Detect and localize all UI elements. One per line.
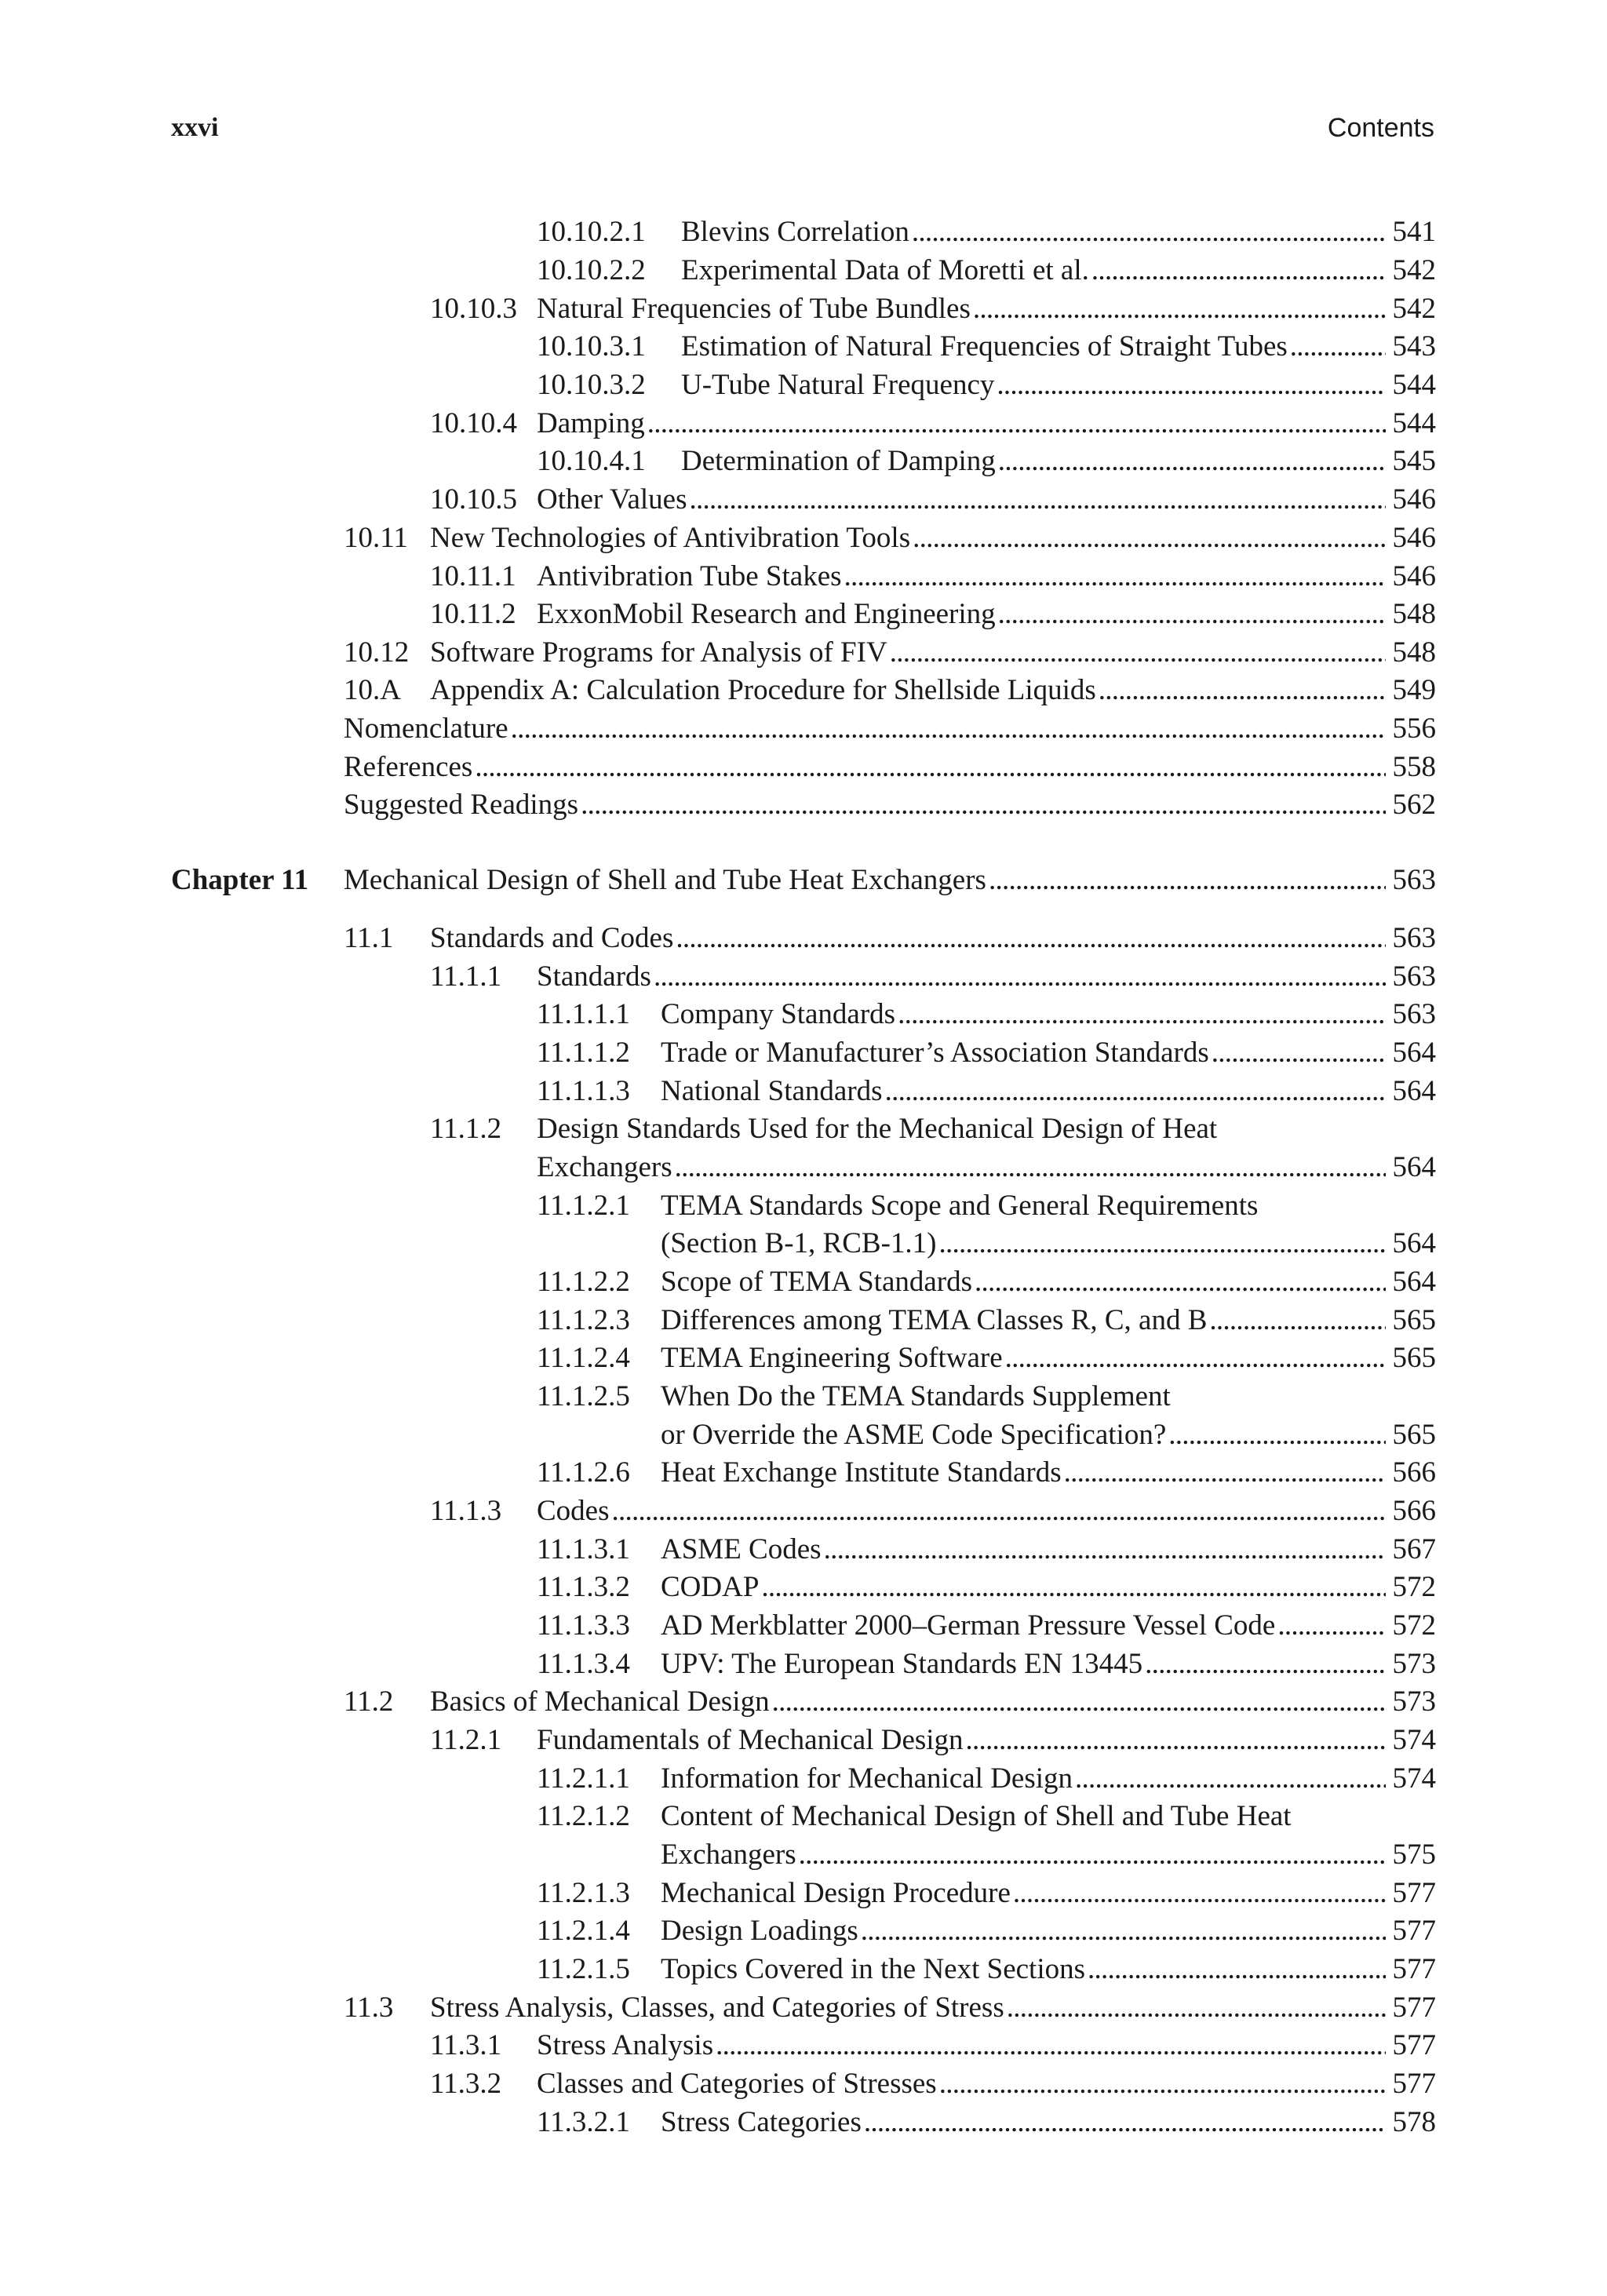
dot-leader [1064,1454,1386,1492]
toc-entry-number: 11.1.2.6 [537,1456,630,1489]
toc-entry-title: Topics Covered in the Next Sections [661,1953,1085,1985]
toc-entry [661,1836,1436,1874]
toc-entry-number: 11.3.2 [430,2068,502,2100]
dot-leader [1005,1339,1386,1377]
dot-leader [1212,1034,1386,1072]
toc-entry-number: 10.10.5 [430,483,517,516]
toc-entry-page: 542 [1392,293,1436,325]
dot-leader [989,862,1386,899]
toc-entry-page: 564 [1392,1075,1436,1107]
toc-entry-title-line [661,1836,1386,1874]
toc-entry-title-line [537,2065,1386,2103]
dot-leader [1099,672,1386,709]
toc-entry-title-line [681,213,1386,251]
toc-entry-page: 577 [1392,2068,1436,2100]
toc-entry-page: 578 [1392,2106,1436,2138]
toc-entry [344,749,1436,786]
toc-entry [537,1951,1436,1988]
dot-leader [939,2065,1386,2103]
toc-entry-title: Experimental Data of Moretti et al. [681,254,1089,286]
dot-leader [689,481,1386,519]
toc-entry-title-line [430,920,1386,957]
toc-entry-number: 11.2.1.4 [537,1915,630,1947]
dot-leader [885,1073,1386,1110]
toc-entry [537,213,1436,251]
toc-entry-number: 10.11.2 [430,598,516,630]
toc-entry-title: or Override the ASME Code Specification? [661,1419,1167,1451]
toc-entry [344,1683,1436,1721]
toc-entry [430,558,1436,596]
page-folio: xxvi [171,113,219,142]
toc-entry-title-line [661,1225,1386,1263]
toc-entry-page: 577 [1392,1877,1436,1909]
toc-entry-page: 543 [1392,330,1436,363]
toc-entry-page: 563 [1392,960,1436,993]
toc-entry-title: UPV: The European Standards EN 13445 [661,1648,1143,1680]
toc-entry [430,405,1436,443]
toc-entry-number: 11.1.3.2 [537,1571,630,1603]
toc-entry-page: 564 [1392,1037,1436,1069]
dot-leader [861,1912,1386,1950]
toc-entry-title-line [537,558,1386,596]
toc-entry-page: 572 [1392,1571,1436,1603]
toc-entry-title: Classes and Categories of Stresses [537,2068,937,2100]
toc-entry [537,1645,1436,1683]
running-title: Contents [1327,113,1434,143]
dot-leader [716,2027,1386,2065]
dot-leader [913,519,1386,557]
toc-entry-page: 549 [1392,674,1436,706]
toc-entry [537,1912,1436,1950]
toc-entry-page: 548 [1392,636,1436,669]
toc-entry [537,1569,1436,1606]
toc-entry-title-line [681,443,1386,480]
toc-entry-title: Appendix A: Calculation Procedure for Shellside Liquids [430,674,1096,706]
toc-entry [537,1531,1436,1569]
toc-entry-title: Exchangers [661,1839,796,1871]
toc-entry-title-line [661,1263,1386,1301]
toc-entry-title-line [537,481,1386,519]
toc-entry [344,634,1436,672]
toc-entry-title-line [430,672,1386,709]
dot-leader [676,920,1386,957]
toc-entry-title-line [661,1034,1386,1072]
toc-entry [661,1416,1436,1454]
toc-entry-title-line [661,1073,1386,1110]
toc-entry-number: 10.10.2.1 [537,216,646,248]
toc-entry-title-line [661,1531,1386,1569]
toc-entry-page: 562 [1392,789,1436,821]
toc-entry-title: Stress Analysis, Classes, and Categories of Stress [430,1992,1004,2024]
toc-entry-page: 563 [1392,864,1436,896]
toc-entry-title: CODAP [661,1571,760,1603]
toc-entry-title-line [661,1760,1386,1798]
toc-entry [430,1722,1436,1759]
toc-entry-title-line [681,328,1386,366]
toc-entry-number: 11.2.1.3 [537,1877,630,1909]
toc-entry-title: Determination of Damping [681,445,996,477]
toc-entry-title: Damping [537,407,645,439]
toc-entry [430,1492,1436,1530]
toc-entry-title: TEMA Standards Scope and General Requirements [661,1190,1259,1222]
dot-leader [998,443,1386,480]
toc-entry-title-line [430,1989,1386,2027]
dot-leader [1145,1645,1386,1683]
toc-entry-title-line [537,290,1386,328]
toc-entry-page: 577 [1392,2029,1436,2061]
toc-entry-title-line [661,1875,1386,1912]
toc-entry-number: 11.1.3 [430,1495,502,1527]
dot-leader [761,1569,1386,1606]
dot-leader [1088,1951,1386,1988]
toc-entry-title-line [661,1645,1386,1683]
toc-entry-title-line [344,786,1386,824]
dot-leader [511,710,1386,748]
toc-entry [430,2027,1436,2065]
dot-leader [824,1531,1386,1569]
dot-leader [772,1683,1386,1721]
toc-entry-number: 10.10.4.1 [537,445,646,477]
toc-entry-title: Natural Frequencies of Tube Bundles [537,293,971,325]
toc-entry-number: 11.1.1.1 [537,998,630,1030]
toc-entry-number: 11.3 [344,1992,394,2024]
toc-entry-page: 544 [1392,369,1436,401]
toc-entry-title: Differences among TEMA Classes R, C, and B [661,1304,1208,1336]
toc-entry-title: Nomenclature [344,712,508,745]
toc-entry [344,920,1436,957]
toc-entry-number: 11.1.2 [430,1113,502,1145]
toc-entry-title-line [344,862,1386,899]
toc-entry-number: 10.11 [344,522,408,554]
toc-entry-page: 563 [1392,922,1436,954]
toc-entry-title-line [661,1951,1386,1988]
toc-entry-title-line [537,1492,1386,1530]
toc-entry-title: Blevins Correlation [681,216,909,248]
toc-entry-title: New Technologies of Antivibration Tools [430,522,911,554]
toc-entry [537,1607,1436,1645]
toc-entry-title: Trade or Manufacturer’s Association Standards [661,1037,1209,1069]
toc-entry-title: References [344,751,473,783]
toc-entry-number: 10.12 [344,636,410,669]
toc-entry-number: 11.3.1 [430,2029,502,2061]
toc-entry-number: 11.1.3.1 [537,1533,630,1565]
toc-entry-title-line [681,252,1386,290]
dot-leader [1209,1302,1386,1339]
toc-entry-page: 572 [1392,1609,1436,1642]
toc-entry [344,519,1436,557]
toc-entry-number: 11.1.1 [430,960,502,993]
toc-entry-title: Standards [537,960,651,993]
dot-leader [998,596,1386,633]
toc-entry-number: 11.1.2.2 [537,1266,630,1298]
toc-entry-title-line [344,749,1386,786]
toc-entry-page: 564 [1392,1227,1436,1259]
toc-entry-number: 10.10.2.2 [537,254,646,286]
toc-entry [537,2104,1436,2141]
toc-entry [537,1454,1436,1492]
toc-entry-page: 548 [1392,598,1436,630]
toc-entry-title: Suggested Readings [344,789,579,821]
toc-entry [537,1149,1436,1186]
toc-entry-title: Estimation of Natural Frequencies of Straight Tubes [681,330,1288,363]
toc-entry [537,1339,1436,1377]
toc-entry [537,1378,1436,1416]
dot-leader [997,366,1386,404]
toc-entry-title: National Standards [661,1075,883,1107]
toc-entry [430,958,1436,996]
dot-leader [938,1225,1386,1263]
toc-entry-page: 565 [1392,1304,1436,1336]
dot-leader [799,1836,1386,1874]
toc-entry-title: Stress Categories [661,2106,862,2138]
toc-entry-number: 11.1.2.4 [537,1342,630,1374]
toc-entry [537,1798,1436,1835]
toc-entry-title-line [661,996,1386,1033]
toc-entry-page: 556 [1392,712,1436,745]
toc-entry-number: 10.A [344,674,401,706]
toc-entry-title-line [537,405,1386,443]
toc-entry-page: 575 [1392,1839,1436,1871]
toc-entry-title-line [681,366,1386,404]
toc-entry [537,996,1436,1033]
toc-entry-page: 541 [1392,216,1436,248]
toc-entry-number: 11.2.1.2 [537,1800,630,1832]
dot-leader [1091,252,1386,290]
toc-entry-page: 542 [1392,254,1436,286]
toc-entry-title-line [661,1569,1386,1606]
toc-entry-number: 11.1.3.4 [537,1648,630,1680]
toc-entry-page: 573 [1392,1648,1436,1680]
toc-entry-title: Codes [537,1495,610,1527]
toc-entry [537,443,1436,480]
toc-entry-title: When Do the TEMA Standards Supplement [661,1380,1171,1412]
toc-entry-page: 563 [1392,998,1436,1030]
toc-entry-title-line [537,2027,1386,2065]
toc-entry [537,1302,1436,1339]
toc-entry-title: Basics of Mechanical Design [430,1686,770,1718]
toc-entry-title-line [661,1339,1386,1377]
toc-entry-title: Information for Mechanical Design [661,1762,1073,1795]
toc-entry-title: Heat Exchange Institute Standards [661,1456,1062,1489]
toc-entry-title: U-Tube Natural Frequency [681,369,995,401]
toc-entry-page: 574 [1392,1724,1436,1756]
toc-entry-number: 10.10.3 [430,293,517,325]
toc-entry-page: 564 [1392,1151,1436,1183]
dot-leader [975,1263,1386,1301]
toc-entry-page: 565 [1392,1419,1436,1451]
toc-entry [344,862,1436,899]
toc-entry-title: Design Loadings [661,1915,858,1947]
toc-entry-page: 577 [1392,1915,1436,1947]
toc-entry [537,252,1436,290]
toc-entry [430,596,1436,633]
toc-entry-page: 577 [1392,1992,1436,2024]
toc-entry-number: 11.2.1.1 [537,1762,630,1795]
toc-entry-page: 544 [1392,407,1436,439]
toc-entry-title: (Section B-1, RCB-1.1) [661,1227,937,1259]
toc-entry [344,786,1436,824]
toc-entry-number: 11.1.2.1 [537,1190,630,1222]
dot-leader [973,290,1386,328]
toc-entry-page: 567 [1392,1533,1436,1565]
toc-entry-title-line [537,596,1386,633]
toc-entry-page: 546 [1392,522,1436,554]
toc-entry [344,710,1436,748]
toc-entry-title-line [430,634,1386,672]
toc-entry-page: 566 [1392,1495,1436,1527]
toc-entry-page: 546 [1392,560,1436,592]
dot-leader [1168,1416,1386,1454]
toc-entry-title: Scope of TEMA Standards [661,1266,973,1298]
dot-leader [890,634,1386,672]
dot-leader [1277,1607,1386,1645]
toc-entry-page: 573 [1392,1686,1436,1718]
toc-entry-title-line [661,1416,1386,1454]
toc-entry-number: 11.1.2.3 [537,1304,630,1336]
toc-entry-page: 558 [1392,751,1436,783]
dot-leader [898,996,1386,1033]
toc-entry-page: 574 [1392,1762,1436,1795]
toc-entry-title: Fundamentals of Mechanical Design [537,1724,964,1756]
toc-entry-number: 10.11.1 [430,560,516,592]
toc-entry [537,1187,1436,1225]
toc-entry-title-line [344,710,1386,748]
toc-entry-title: AD Merkblatter 2000–German Pressure Vessel Code [661,1609,1276,1642]
toc-entry-title: Software Programs for Analysis of FIV [430,636,887,669]
toc-entry-title: Mechanical Design of Shell and Tube Heat Exchangers [344,864,986,896]
toc-entry-title: Content of Mechanical Design of Shell and Tube Heat [661,1800,1292,1832]
dot-leader [612,1492,1387,1530]
toc-entry-title-line [430,519,1386,557]
chapter-label: Chapter 11 [171,864,309,896]
running-head [171,108,1434,148]
toc-entry-page: 577 [1392,1953,1436,1985]
dot-leader [475,749,1386,786]
toc-entry-title: Company Standards [661,998,896,1030]
toc-entry [430,481,1436,519]
toc-entry-title: Design Standards Used for the Mechanical Design of Heat [537,1113,1218,1145]
dot-leader [675,1149,1386,1186]
toc-entry-number: 11.1.1.3 [537,1075,630,1107]
toc-entry [537,1263,1436,1301]
toc-entry-title-line [661,2104,1386,2141]
toc-entry [537,1073,1436,1110]
toc-entry-title: Antivibration Tube Stakes [537,560,842,592]
dot-leader [1075,1760,1386,1798]
toc-entry-number: 11.3.2.1 [537,2106,630,2138]
toc-entry-number: 11.1.2.5 [537,1380,630,1412]
toc-entry [661,1225,1436,1263]
toc-entry [537,1034,1436,1072]
toc-entry-page: 545 [1392,445,1436,477]
dot-leader [1290,328,1386,366]
toc-entry-page: 564 [1392,1266,1436,1298]
toc-entry [537,1760,1436,1798]
toc-entry [344,672,1436,709]
dot-leader [1013,1875,1386,1912]
toc-entry [537,366,1436,404]
toc-entry-title-line [661,1454,1386,1492]
toc-entry-number: 11.2.1.5 [537,1953,630,1985]
dot-leader [581,786,1386,824]
toc-entry-title: Stress Analysis [537,2029,714,2061]
dot-leader [844,558,1386,596]
toc-entry-title: ExxonMobil Research and Engineering [537,598,996,630]
toc-entry [537,1875,1436,1912]
toc-entry [344,1989,1436,2027]
toc-entry-number: 10.10.3.1 [537,330,646,363]
toc-entry [430,1110,1436,1148]
toc-entry-title-line [661,1912,1386,1950]
toc-entry-title-line [430,1683,1386,1721]
toc-entry-title: Other Values [537,483,687,516]
toc-entry [430,2065,1436,2103]
toc-entry-number: 11.2.1 [430,1724,502,1756]
toc-entry-number: 11.1.3.3 [537,1609,630,1642]
toc-entry [430,290,1436,328]
toc-entry-title-line [661,1607,1386,1645]
toc-entry-page: 546 [1392,483,1436,516]
toc-entry-number: 11.1 [344,922,394,954]
dot-leader [912,213,1386,251]
toc-entry-title: Exchangers [537,1151,672,1183]
toc-entry-page: 565 [1392,1342,1436,1374]
toc-entry-number: 10.10.4 [430,407,517,439]
toc-entry-title: Mechanical Design Procedure [661,1877,1011,1909]
toc-entry [537,328,1436,366]
toc-entry-number: 11.2 [344,1686,394,1718]
toc-entry-number: 10.10.3.2 [537,369,646,401]
dot-leader [647,405,1386,443]
toc-entry-title-line [537,1722,1386,1759]
dot-leader [1007,1989,1386,2027]
dot-leader [654,958,1386,996]
toc-entry-title-line [537,1149,1386,1186]
toc-entry-title: Standards and Codes [430,922,674,954]
toc-entry-page: 566 [1392,1456,1436,1489]
dot-leader [864,2104,1386,2141]
toc-entry-title-line [537,958,1386,996]
toc-entry-title-line [661,1302,1386,1339]
toc-entry-title: TEMA Engineering Software [661,1342,1003,1374]
dot-leader [966,1722,1386,1759]
toc-entry-number: 11.1.1.2 [537,1037,630,1069]
toc-entry-title: ASME Codes [661,1533,822,1565]
